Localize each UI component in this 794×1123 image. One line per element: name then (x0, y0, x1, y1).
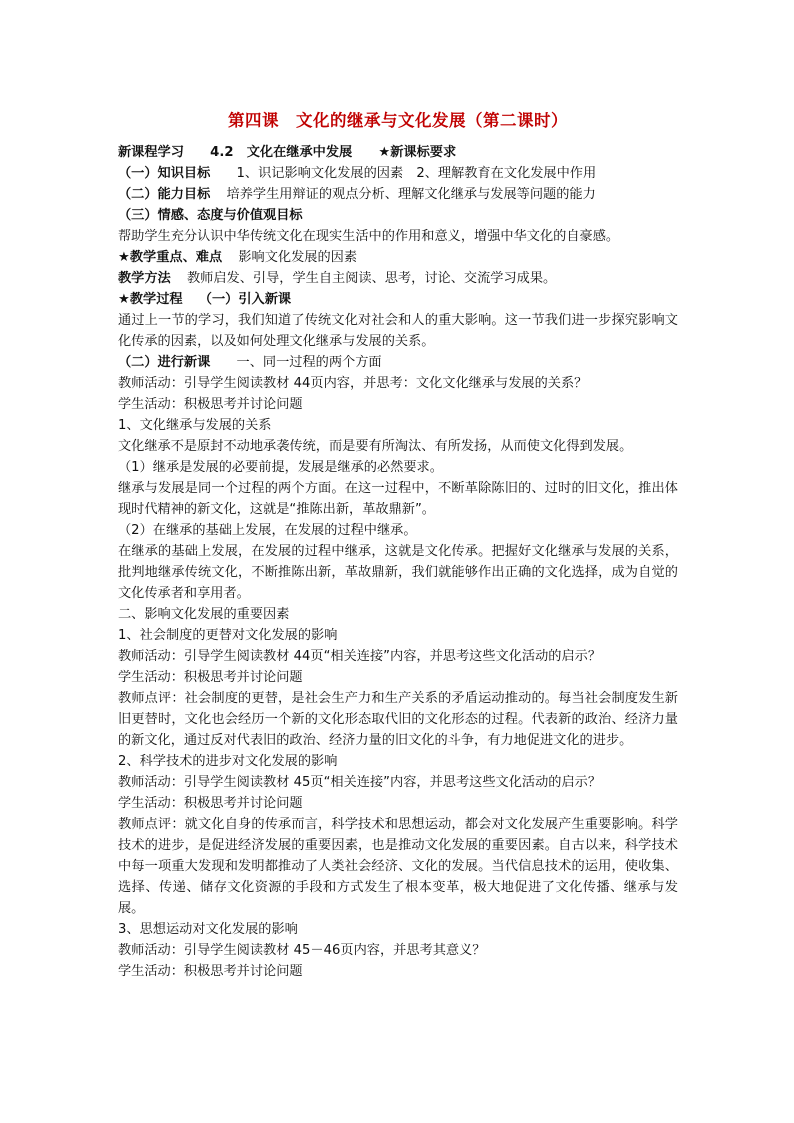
teaching-focus (118, 247, 678, 268)
process-label: ★教学过程 (118, 292, 183, 307)
lesson-title: 第四课 文化的继承与文化发展（第二课时） (228, 111, 568, 130)
knowledge-label: （一）知识目标 (118, 166, 211, 181)
section-title: 4.2 文化在继承中发展 (210, 145, 353, 160)
ability-objective (118, 184, 678, 205)
new-lesson-label: （二）进行新课 (118, 355, 211, 370)
ability-label: （二）能力目标 (118, 187, 211, 202)
body-line-1: 文化继承不是原封不动地承袭传统，而是要有所淘汰、有所发扬，从而使文化得到发展。 (118, 439, 633, 454)
intro-label: （一）引入新课 (198, 292, 292, 307)
teacher-activity-4: 教师活动：引导学生阅读教材 45－46页内容，并思考其意义？ (118, 943, 486, 958)
teaching-process (118, 289, 678, 310)
student-activity-2: 学生活动：积极思考并讨论问题 (118, 670, 303, 685)
subheading-2: 1、社会制度的更替对文化发展的影响 (118, 628, 338, 643)
requirements-heading: ★新课标要求 (378, 145, 457, 160)
subheading-1: 1、文化继承与发展的关系 (118, 418, 272, 433)
point-2: （2）在继承的基础上发展，在发展的过程中继承。 (118, 523, 417, 538)
focus-text: 影响文化发展的因素 (238, 250, 358, 265)
new-lesson-text: 一、同一过程的两个方面 (236, 355, 382, 370)
paragraph-3: 教师点评：社会制度的更替，是社会生产力和生产关系的矛盾运动推动的。每当社会制度发生新旧更替时，文化也会经历一个新的文化形态取代旧的文化形态的过程。代表新的政治、经济力量的新文化，通过反对代表旧的政治、经济力量的旧文化的斗争，有力地促进文化的进步。 (118, 691, 678, 748)
ability-text: 培养学生用辩证的观点分析、理解文化继承与发展等问题的能力 (226, 187, 596, 202)
document-page (118, 102, 678, 982)
course-header (118, 142, 678, 163)
subheading-3: 2、科学技术的进步对文化发展的影响 (118, 754, 338, 769)
student-activity-3: 学生活动：积极思考并讨论问题 (118, 796, 303, 811)
teaching-method (118, 268, 678, 289)
student-activity-1: 学生活动：积极思考并讨论问题 (118, 397, 303, 412)
intro-paragraph: 通过上一节的学习，我们知道了传统文化对社会和人的重大影响。这一节我们进一步探究影响文化传承的因素，以及如何处理文化继承与发展的关系。 (118, 313, 678, 349)
focus-label: ★教学重点、难点 (118, 250, 223, 265)
course-label: 新课程学习 (118, 145, 184, 160)
section-heading-2: 二、影响文化发展的重要因素 (118, 607, 290, 622)
teacher-activity-2: 教师活动：引导学生阅读教材 44页“相关连接”内容，并思考这些文化活动的启示？ (118, 649, 602, 664)
method-text: 教师启发、引导，学生自主阅读、思考，讨论、交流学习成果。 (186, 271, 557, 286)
paragraph-4: 教师点评：就文化自身的传承而言，科学技术和思想运动，都会对文化发展产生重要影响。科学技术的进步，是促进经济发展的重要因素，也是推动文化发展的重要因素。自古以来，科学技术中每一项重大发现和发明都推动了人类社会经济、文化的发展。当代信息技术的运用，使收集、选择、传递、储存文化资源的手段和方式发生了根本变革，极大地促进了文化传播、继承与发展。 (118, 817, 678, 916)
teacher-activity-1: 教师活动：引导学生阅读教材 44页内容，并思考：文化文化继承与发展的关系？ (118, 376, 588, 391)
paragraph-2: 在继承的基础上发展，在发展的过程中继承，这就是文化传承。把握好文化继承与发展的关系，批判地继承传统文化，不断推陈出新，革故鼎新，我们就能够作出正确的文化选择，成为自觉的文化传承者和享用者。 (118, 544, 678, 601)
teacher-activity-3: 教师活动：引导学生阅读教材 45页“相关连接”内容，并思考这些文化活动的启示？ (118, 775, 602, 790)
paragraph-1: 继承与发展是同一个过程的两个方面。在这一过程中，不断革除陈旧的、过时的旧文化，推出体现时代精神的新文化，这就是“推陈出新，革故鼎新”。 (118, 481, 678, 517)
new-lesson (118, 352, 678, 373)
subheading-4: 3、思想运动对文化发展的影响 (118, 922, 298, 937)
student-activity-4: 学生活动：积极思考并讨论问题 (118, 964, 303, 979)
emotion-text: 帮助学生充分认识中华传统文化在现实生活中的作用和意义，增强中华文化的自豪感。 (118, 229, 620, 244)
knowledge-text: 1、识记影响文化发展的因素 2、理解教育在文化发展中作用 (236, 166, 597, 181)
emotion-label: （三）情感、态度与价值观目标 (118, 208, 303, 223)
point-1: （1）继承是发展的必要前提，发展是继承的必然要求。 (118, 460, 443, 475)
method-label: 教学方法 (118, 271, 171, 286)
knowledge-objective (118, 163, 678, 184)
